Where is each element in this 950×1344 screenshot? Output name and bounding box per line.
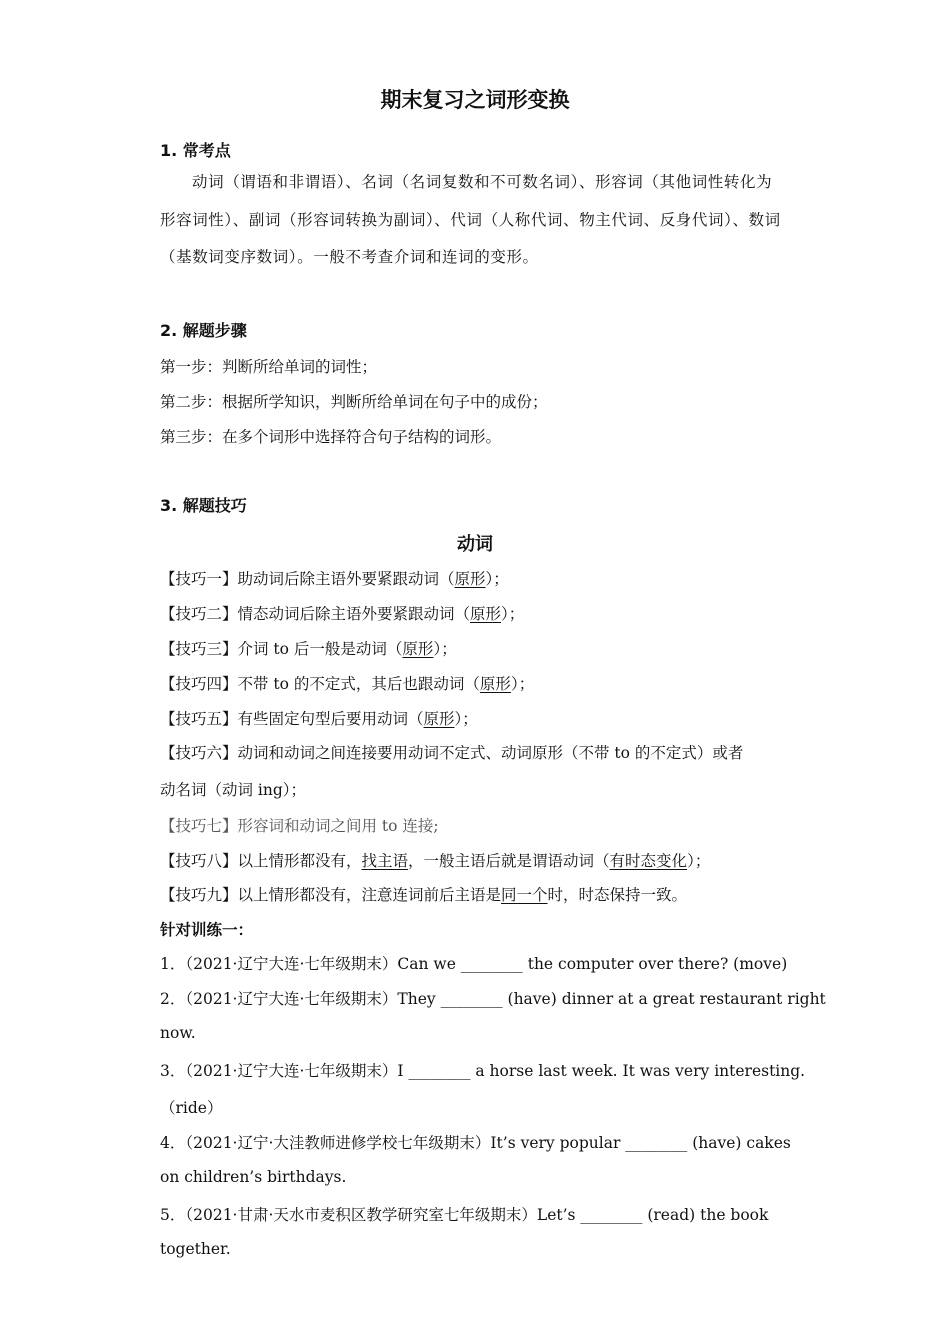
exercise-5-cont: together.: [160, 1240, 231, 1258]
step-1: 第一步：判断所给单词的词性；: [160, 358, 378, 376]
tip-2: [160, 602, 524, 624]
step-3: 第三步：在多个词形中选择符合句子结构的词形。: [160, 428, 502, 446]
exercise-3: 3．（2021·辽宁大连·七年级期末）I ________ a horse last week. It was very interesting.: [160, 1062, 806, 1080]
tip-3-underlined: 原形: [402, 640, 434, 658]
tip-9: [160, 883, 687, 905]
tip-1-end: ）；: [485, 570, 509, 588]
tip-4-underlined: 原形: [479, 675, 511, 693]
exercise-4: 4．（2021·辽宁·大洼教师进修学校七年级期末）It’s very popular ________ (have) cakes: [160, 1134, 791, 1152]
tip-8-text-c: ）；: [687, 852, 711, 870]
tip-4-end: ）；: [510, 675, 535, 693]
tip-6-line-1: 【技巧六】动词和动词之间连接要用动词不定式、动词原形（不带 to 的不定式）或者: [160, 744, 744, 762]
tip-5-end: ）；: [454, 710, 478, 728]
tip-8: [160, 849, 710, 871]
tip-1-underlined: 原形: [454, 570, 486, 588]
tip-6-line-2: 动名词（动词 ing）；: [160, 781, 307, 799]
tip-5-underlined: 原形: [423, 710, 455, 728]
exercise-heading: 针对训练一：: [160, 921, 254, 939]
tip-9-text-b: 时，时态保持一致。: [547, 886, 688, 904]
tip-2-text: 【技巧二】情态动词后除主语外要紧跟动词（: [160, 605, 471, 623]
exercise-5: 5．（2021·甘肃·天水市麦积区教学研究室七年级期末）Let’s ________ (read) the book: [160, 1206, 769, 1224]
page-title: 期末复习之词形变换: [380, 88, 570, 112]
tip-4-text: 【技巧四】不带 to 的不定式，其后也跟动词（: [160, 675, 480, 693]
tip-8-text-b: ，一般主语后就是谓语动词（: [408, 852, 610, 870]
section-1-paragraph: 动词（谓语和非谓语）、名词（名词复数和不可数名词）、形容词（其他词性转化为形容词性）、副词（形容词转换为副词）、代词（人称代词、物主代词、反身代词）、数词（基数词变序数词）。一般不考查介词和连词的变形。: [160, 173, 781, 266]
tip-5-text: 【技巧五】有些固定句型后要用动词（: [160, 710, 424, 728]
tip-3-text: 【技巧三】介词 to 后一般是动词（: [160, 640, 403, 658]
exercise-1: 1．（2021·辽宁大连·七年级期末）Can we ________ the computer over there? (move): [160, 955, 788, 973]
section-2-heading: 2. 解题步骤: [160, 321, 247, 340]
tip-4: [160, 672, 534, 694]
exercise-3-cont: （ride）: [160, 1099, 223, 1117]
tip-7: 【技巧七】形容词和动词之间用 to 连接;: [160, 817, 439, 835]
tip-2-underlined: 原形: [470, 605, 502, 623]
tip-8-underlined-b: 有时态变化: [609, 852, 688, 870]
step-2: 第二步：根据所学知识，判断所给单词在句子中的成份；: [160, 393, 548, 411]
tip-8-underlined-a: 找主语: [361, 852, 409, 870]
tip-3: [160, 637, 457, 659]
tip-5: [160, 707, 478, 729]
tip-2-end: ）；: [501, 605, 525, 623]
verb-subheading: 动词: [457, 534, 493, 555]
tip-1-text: 【技巧一】助动词后除主语外要紧跟动词（: [160, 570, 455, 588]
section-3-heading: 3. 解题技巧: [160, 496, 247, 515]
section-1-heading: 1. 常考点: [160, 141, 231, 160]
tip-9-underlined: 同一个: [501, 886, 548, 904]
tip-1: [160, 567, 509, 589]
exercise-2-cont: now.: [160, 1024, 196, 1042]
exercise-4-cont: on children’s birthdays.: [160, 1168, 347, 1186]
tip-8-text-a: 【技巧八】以上情形都没有，: [160, 852, 362, 870]
tip-9-text-a: 【技巧九】以上情形都没有，注意连词前后主语是: [160, 886, 502, 904]
exercise-2: 2．（2021·辽宁大连·七年级期末）They ________ (have) dinner at a great restaurant right: [160, 990, 826, 1008]
tip-3-end: ）；: [433, 640, 457, 658]
